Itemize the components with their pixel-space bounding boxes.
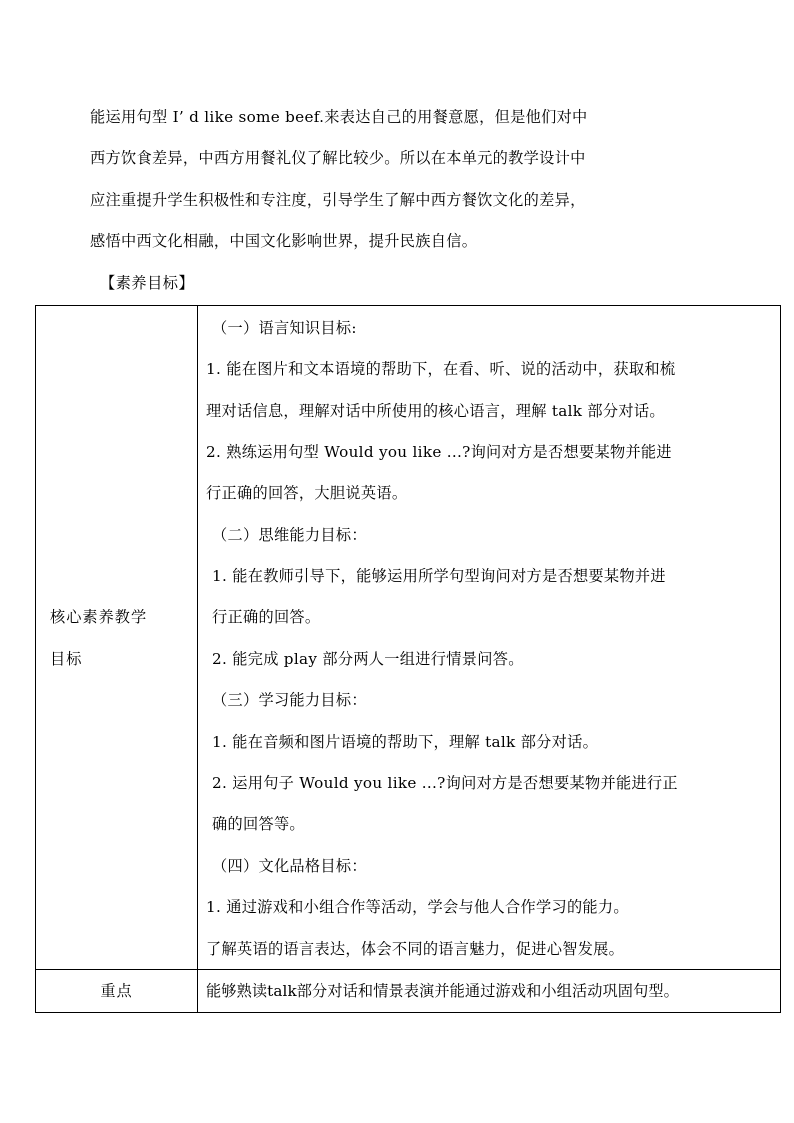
core-goals-label-line2: 目标 — [50, 649, 83, 668]
goal-line: 2. 运用句子 Would you like ...?询问对方是否想要某物并能进行正 — [212, 774, 678, 792]
goal-line: 2. 熟练运用句型 Would you like ...?询问对方是否想要某物并能进 — [206, 443, 672, 461]
goal-subheading: （一）语言知识目标: — [212, 319, 357, 337]
goal-line: 理对话信息，理解对话中所使用的核心语言，理解 talk 部分对话。 — [206, 402, 665, 420]
key-points-row — [36, 970, 781, 1013]
goal-line: 1. 能在音频和图片语境的帮助下，理解 talk 部分对话。 — [212, 733, 599, 751]
goal-line: 1. 通过游戏和小组合作等活动，学会与他人合作学习的能力。 — [206, 898, 629, 916]
intro-line: 应注重提升学生积极性和专注度，引导学生了解中西方餐饮文化的差异， — [90, 191, 586, 209]
core-goals-label-cell — [36, 306, 198, 970]
goal-line: 了解英语的语言表达，体会不同的语言魅力，促进心智发展。 — [206, 940, 625, 958]
intro-line: 能运用句型 I’ d like some beef.来表达自己的用餐意愿，但是他们对中 — [90, 108, 588, 126]
section-heading: 【素养目标】 — [100, 274, 195, 292]
goal-subheading: （二）思维能力目标： — [212, 526, 367, 544]
key-points-content-cell — [198, 970, 781, 1013]
core-goals-content-cell — [198, 306, 781, 970]
goal-line: 2. 能完成 play 部分两人一组进行情景问答。 — [212, 650, 524, 668]
core-goals-content — [198, 306, 780, 969]
key-points-label: 重点 — [36, 970, 198, 1013]
goal-line: 行正确的回答。 — [212, 608, 321, 626]
goals-table — [35, 305, 781, 1013]
intro-line: 感悟中西文化相融，中国文化影响世界，提升民族自信。 — [90, 232, 478, 250]
goal-line: 1. 能在教师引导下，能够运用所学句型询问对方是否想要某物并进 — [212, 567, 666, 585]
goal-line: 1. 能在图片和文本语境的帮助下，在看、听、说的活动中，获取和梳 — [206, 360, 676, 378]
core-goals-label-line1: 核心素养教学 — [50, 607, 148, 626]
core-goals-row — [36, 306, 781, 970]
goal-subheading: （四）文化品格目标： — [212, 857, 367, 875]
goal-subheading: （三）学习能力目标： — [212, 691, 367, 709]
key-points-text: 能够熟读talk部分对话和情景表演并能通过游戏和小组活动巩固句型。 — [206, 982, 679, 1000]
goal-line: 确的回答等。 — [212, 815, 305, 833]
goal-line: 行正确的回答，大胆说英语。 — [206, 484, 408, 502]
intro-line: 西方饮食差异，中西方用餐礼仪了解比较少。所以在本单元的教学设计中 — [90, 149, 586, 167]
